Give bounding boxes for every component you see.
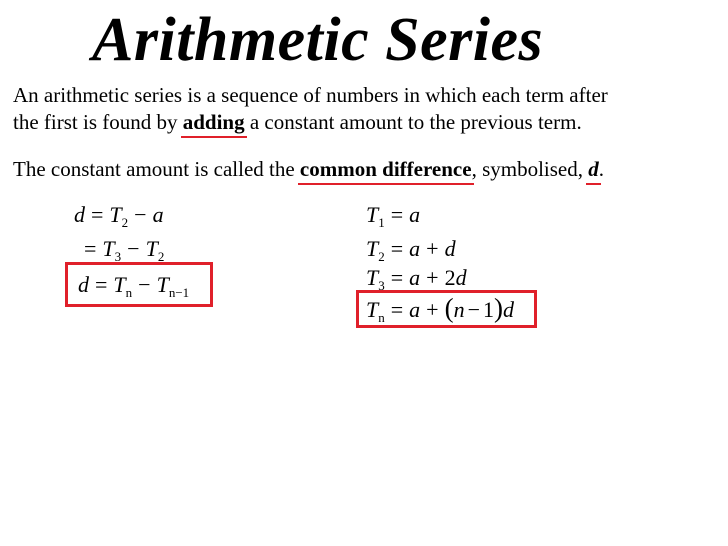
- left-equation-2: = $T_3 - T_2$: [84, 236, 165, 264]
- highlight-box-general-term: [356, 290, 537, 328]
- right-equation-3: $T_3 = a + 2d$: [366, 265, 467, 293]
- sentence-period: .: [598, 157, 604, 181]
- d-symbol: d: [588, 157, 599, 181]
- definition-text: the first is found by: [13, 110, 183, 134]
- difference-text: The constant amount is called the: [13, 157, 300, 181]
- difference-sentence: [13, 156, 604, 183]
- definition-paragraph: [13, 82, 608, 136]
- common-difference-emphasis: common difference: [299, 157, 472, 181]
- right-equation-general-term: $T_n = a + (n - 1)d$: [366, 293, 515, 325]
- highlight-box-difference-formula: [65, 262, 213, 307]
- right-equation-1: $T_1 = a$: [366, 202, 421, 230]
- definition-line-1: An arithmetic series is a sequence of numbers in which each term after: [13, 83, 608, 107]
- symbolised-text: , symbolised,: [471, 157, 589, 181]
- left-equation-1: $d = T_2 - a$: [74, 202, 164, 230]
- slide-title: Arithmetic Series: [92, 6, 544, 74]
- definition-line-2: [13, 109, 608, 136]
- definition-text-end: a constant amount to the previous term.: [244, 110, 582, 134]
- adding-emphasis: adding: [182, 110, 245, 134]
- right-equation-2: $T_2 = a + d$: [366, 236, 456, 264]
- left-equation-3: $d = T_n - T_{n-1}$: [78, 272, 190, 300]
